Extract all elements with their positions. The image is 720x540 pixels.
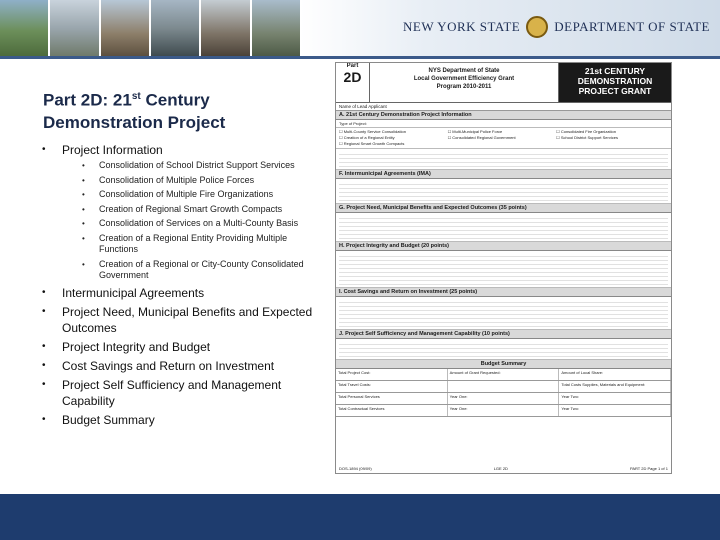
footer-bar <box>0 494 720 540</box>
form-checkbox: ☐ Consolidated Fire Organization <box>556 129 665 135</box>
budget-cell: Total Project Cost: <box>336 369 448 380</box>
budget-cell: Amount of Local Share: <box>559 369 671 380</box>
form-part-box <box>336 63 370 102</box>
form-text-lines <box>336 297 671 330</box>
form-checkbox-group <box>336 128 671 149</box>
form-text-lines <box>336 179 671 204</box>
form-grant-line: 21st CENTURY <box>584 66 646 76</box>
budget-cell: Year One: <box>448 393 560 404</box>
form-text-lines <box>336 213 671 242</box>
budget-cell: Total Travel Costs: <box>336 381 448 392</box>
bullet-item: • Budget Summary <box>42 412 322 428</box>
header-photo <box>101 0 149 56</box>
bullet-item: • Project Need, Municipal Benefits and Expected Outcomes <box>42 304 322 336</box>
header-band <box>300 0 720 56</box>
bullet-item: • Project Self Sufficiency and Management Capability <box>42 377 322 409</box>
form-dept-line: Program 2010-2011 <box>436 84 492 90</box>
title-sup: st <box>131 91 141 102</box>
bullet-item: • Project Integrity and Budget <box>42 339 322 355</box>
form-checkbox: ☐ School District Support Services <box>556 135 665 141</box>
form-section: A. 21st Century Demonstration Project Information <box>336 111 671 120</box>
budget-cell: Amount of Grant Requested: <box>448 369 560 380</box>
form-footer-left: DOS-1894 (09/09) <box>339 466 372 471</box>
header-photo-strip <box>0 0 300 56</box>
form-footer-mid: LGE 2D <box>493 466 508 471</box>
sub-bullet-item: • Creation of a Regional or City-County Consolidated Government <box>62 259 322 282</box>
header-photo <box>50 0 98 56</box>
form-dept-line: Local Government Efficiency Grant <box>413 76 515 82</box>
form-checkbox: ☐ Consolidated Regional Government <box>448 135 557 141</box>
form-name-label: Name of Lead Applicant <box>339 104 387 109</box>
form-checkbox: ☐ Creation of a Regional Entity <box>339 135 448 141</box>
form-section: G. Project Need, Municipal Benefits and Expected Outcomes (35 points) <box>336 204 671 213</box>
budget-row <box>336 369 671 381</box>
form-header <box>336 63 671 103</box>
sub-bullet-item: • Creation of a Regional Entity Providing Multiple Functions <box>62 233 322 256</box>
budget-row <box>336 381 671 393</box>
form-text-lines <box>336 251 671 288</box>
form-section: H. Project Integrity and Budget (20 points) <box>336 242 671 251</box>
form-section: F. Intermunicipal Agreements (IMA) <box>336 170 671 179</box>
form-section: Budget Summary <box>336 360 671 369</box>
brand-right: DEPARTMENT OF STATE <box>554 19 710 34</box>
sub-bullet-list <box>62 160 322 282</box>
form-dept-line: NYS Department of State <box>428 68 500 74</box>
budget-cell: Total Costs Supplies, Materials and Equipment: <box>559 381 671 392</box>
bullet-list <box>42 142 322 431</box>
brand-logo <box>403 16 710 38</box>
brand-left: NEW YORK STATE <box>403 19 521 34</box>
budget-row <box>336 393 671 405</box>
form-text-lines <box>336 149 671 170</box>
title-part1: Part 2D: 21 <box>43 90 132 110</box>
form-footer-right: PART 2D Page 1 of 1 <box>629 466 668 471</box>
budget-row <box>336 405 671 417</box>
form-grant-line: DEMONSTRATION <box>577 76 653 86</box>
sub-bullet-item: • Consolidation of Multiple Fire Organizations <box>62 189 322 201</box>
header-photo <box>0 0 48 56</box>
form-part-number: 2D <box>343 69 362 85</box>
title-part2: Century Demonstration Project <box>43 90 226 132</box>
sub-bullet-item: • Consolidation of Multiple Police Forces <box>62 175 322 187</box>
bullet-text: Project Information <box>62 143 163 157</box>
budget-cell <box>448 381 560 392</box>
budget-cell: Total Contractual Services <box>336 405 448 416</box>
bullet-item: • Cost Savings and Return on Investment <box>42 358 322 374</box>
budget-cell: Year Two: <box>559 405 671 416</box>
bullet-item: • Intermunicipal Agreements <box>42 285 322 301</box>
form-text-lines <box>336 339 671 360</box>
form-checkbox: ☐ Multi-Municipal Police Force <box>448 129 557 135</box>
form-dept-box <box>370 63 559 102</box>
budget-cell: Year Two: <box>559 393 671 404</box>
form-part-label: Part <box>346 63 359 69</box>
sub-bullet-item: • Consolidation of Services on a Multi-County Basis <box>62 218 322 230</box>
header-divider <box>0 56 720 59</box>
grant-form-image <box>335 62 672 474</box>
budget-cell: Year One: <box>448 405 560 416</box>
form-checkbox: ☐ Regional Smart Growth Compacts <box>339 141 448 147</box>
header-photo <box>201 0 249 56</box>
header-photo <box>151 0 199 56</box>
slide-title <box>43 86 303 134</box>
form-type-label: Type of Project: <box>336 120 671 128</box>
form-name-row <box>336 103 671 111</box>
sub-bullet-item: • Creation of Regional Smart Growth Compacts <box>62 204 322 216</box>
bullet-item <box>42 142 322 282</box>
header-photo <box>252 0 300 56</box>
form-grant-line: PROJECT GRANT <box>578 86 652 96</box>
state-seal-icon <box>526 16 548 38</box>
sub-bullet-item: • Consolidation of School District Support Services <box>62 160 322 172</box>
form-section: I. Cost Savings and Return on Investment (25 points) <box>336 288 671 297</box>
form-grant-box <box>559 63 671 102</box>
form-footer <box>339 466 668 471</box>
budget-cell: Total Personal Services <box>336 393 448 404</box>
form-checkbox: ☐ Multi-County Service Consolidation <box>339 129 448 135</box>
form-section: J. Project Self Sufficiency and Management Capability (10 points) <box>336 330 671 339</box>
